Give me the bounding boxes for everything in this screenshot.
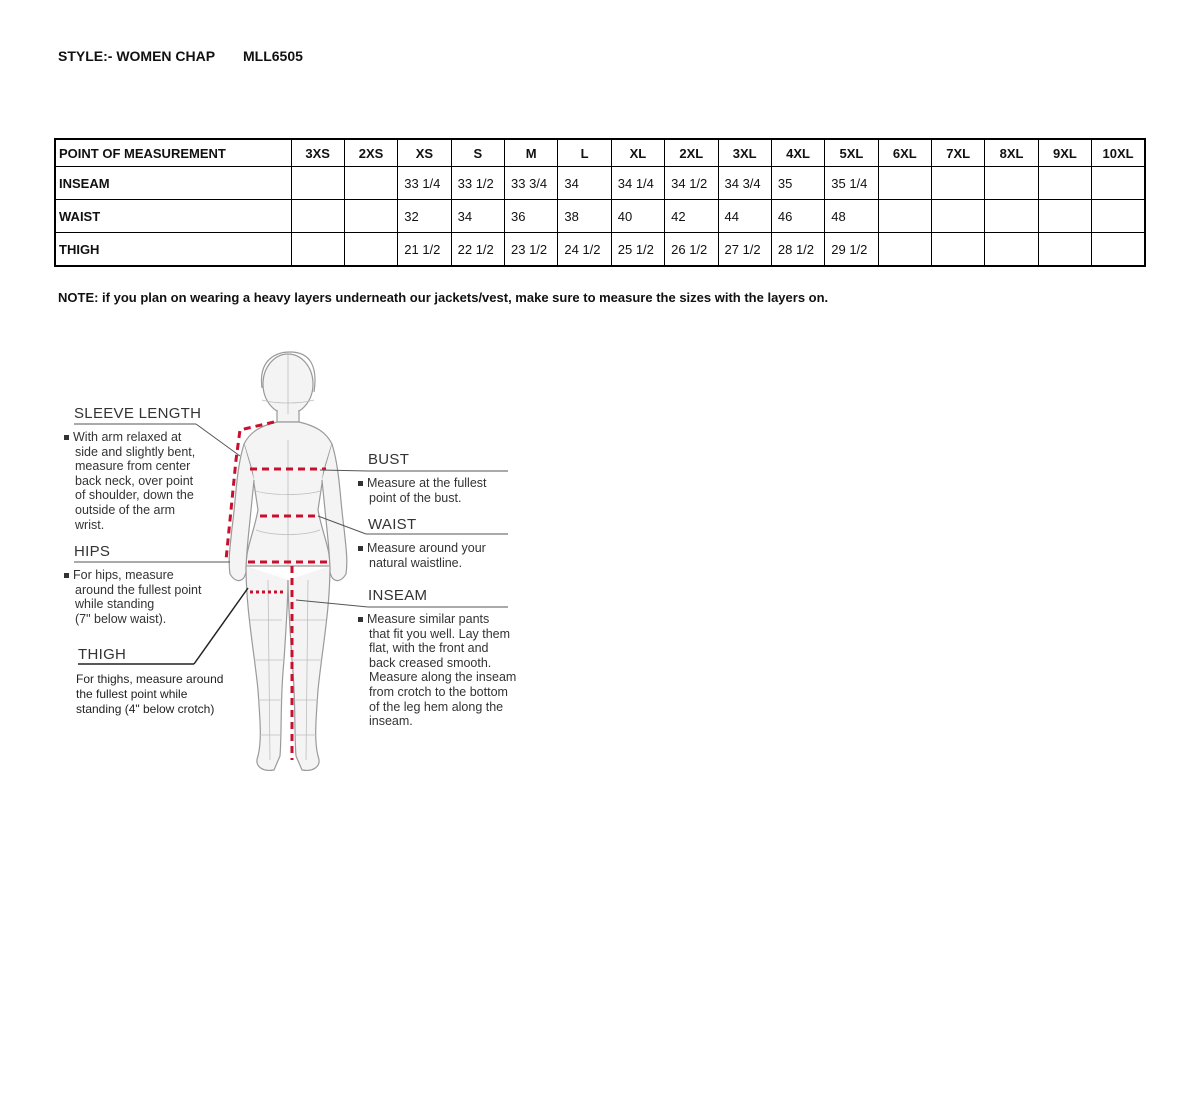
- column-header-size: 2XL: [665, 139, 718, 167]
- description-text: of the leg hem along the: [369, 699, 504, 714]
- measurement-lines: [226, 422, 330, 760]
- description-text: inseam.: [369, 714, 413, 729]
- description-line: [358, 670, 516, 685]
- torso-shape: [244, 422, 332, 566]
- table-cell: [291, 200, 344, 233]
- description-text: Measure at the fullest: [367, 476, 487, 490]
- column-header-size: 7XL: [932, 139, 985, 167]
- column-header-size: XS: [398, 139, 451, 167]
- left-arm-shape: [229, 444, 254, 581]
- description-line: [76, 687, 223, 702]
- description-text: Measure similar pants: [367, 612, 490, 626]
- description-text: measure from center: [75, 459, 191, 474]
- description-line: [76, 702, 223, 717]
- table-cell: 42: [665, 200, 718, 233]
- description-text: Measure along the inseam: [369, 670, 517, 685]
- description-line: [64, 518, 195, 533]
- table-cell: [878, 167, 931, 200]
- description-line: [358, 685, 516, 700]
- bullet-icon: [358, 481, 363, 486]
- table-cell: 34 1/4: [611, 167, 664, 200]
- table-cell: [344, 233, 397, 267]
- description-text: back creased smooth.: [369, 655, 492, 670]
- table-cell: 26 1/2: [665, 233, 718, 267]
- table-cell: 36: [505, 200, 558, 233]
- bullet-icon: [64, 435, 69, 440]
- thigh-heading: THIGH: [78, 646, 127, 663]
- table-header-row: [55, 139, 1145, 167]
- bust-heading: BUST: [368, 451, 410, 468]
- description-line: [358, 700, 516, 715]
- description-line: [358, 476, 487, 491]
- table-cell: [1038, 167, 1091, 200]
- table-cell: 34: [558, 167, 611, 200]
- description-line: [64, 612, 201, 627]
- bullet-icon: [358, 546, 363, 551]
- description-text: outside of the arm: [75, 502, 176, 517]
- description-text: (7" below waist).: [75, 611, 167, 626]
- table-cell: 33 1/2: [451, 167, 504, 200]
- table-cell: 21 1/2: [398, 233, 451, 267]
- column-header-size: 9XL: [1038, 139, 1091, 167]
- table-row: [55, 200, 1145, 233]
- table-cell: [1038, 200, 1091, 233]
- column-header-size: L: [558, 139, 611, 167]
- column-header-size: 8XL: [985, 139, 1038, 167]
- female-body-outline: [229, 352, 347, 770]
- hips-heading: HIPS: [74, 543, 111, 560]
- description-text: natural waistline.: [369, 555, 463, 570]
- table-cell: 35: [771, 167, 824, 200]
- description-line: [64, 568, 201, 583]
- style-heading: [58, 48, 303, 64]
- description-text: back neck, over point: [75, 473, 194, 488]
- table-cell: 38: [558, 200, 611, 233]
- column-header-size: M: [505, 139, 558, 167]
- description-line: [358, 641, 516, 656]
- table-cell: 24 1/2: [558, 233, 611, 267]
- table-cell: [932, 167, 985, 200]
- table-cell: [985, 167, 1038, 200]
- hips-description: [64, 568, 201, 626]
- waist-description: [358, 541, 486, 570]
- table-cell: [291, 167, 344, 200]
- sleeve-length-heading: SLEEVE LENGTH: [74, 405, 202, 422]
- table-cell: 34 1/2: [665, 167, 718, 200]
- right-arm-shape: [322, 444, 347, 581]
- description-text: For thighs, measure around: [76, 672, 224, 686]
- table-cell: 28 1/2: [771, 233, 824, 267]
- table-cell: [878, 233, 931, 267]
- column-header-size: 3XS: [291, 139, 344, 167]
- column-header-point-of-measurement: POINT OF MEASUREMENT: [55, 139, 291, 167]
- head-shape: [263, 354, 313, 414]
- description-text: while standing: [75, 597, 155, 612]
- sleeve-length-description: [64, 430, 195, 532]
- column-header-size: 10XL: [1092, 139, 1145, 167]
- layering-note: NOTE: if you plan on wearing a heavy layers underneath our jackets/vest, make sure to measure the sizes with the layers on.: [58, 290, 829, 305]
- description-text: of shoulder, down the: [75, 488, 194, 503]
- bullet-icon: [358, 617, 363, 622]
- description-text: point of the bust.: [369, 490, 462, 505]
- table-cell: 33 1/4: [398, 167, 451, 200]
- row-label: INSEAM: [55, 167, 291, 200]
- description-line: [64, 488, 195, 503]
- table-cell: [932, 233, 985, 267]
- description-text: side and slightly bent,: [75, 444, 196, 459]
- table-row: [55, 167, 1145, 200]
- table-cell: [1092, 200, 1145, 233]
- table-cell: [878, 200, 931, 233]
- table-cell: [985, 200, 1038, 233]
- size-chart-table: [54, 138, 1146, 267]
- table-cell: 33 3/4: [505, 167, 558, 200]
- description-text: Measure around your: [367, 541, 486, 555]
- column-header-size: 4XL: [771, 139, 824, 167]
- column-header-size: 3XL: [718, 139, 771, 167]
- waist-heading: WAIST: [368, 516, 417, 533]
- description-text: around the fullest point: [75, 582, 202, 597]
- table-cell: 46: [771, 200, 824, 233]
- description-text: wrist.: [75, 517, 105, 532]
- table-cell: 29 1/2: [825, 233, 878, 267]
- table-cell: 40: [611, 200, 664, 233]
- description-text: that fit you well. Lay them: [369, 626, 511, 641]
- description-text: For hips, measure: [73, 568, 174, 582]
- table-cell: [344, 167, 397, 200]
- description-line: [358, 612, 516, 627]
- description-line: [64, 430, 195, 445]
- bullet-icon: [64, 573, 69, 578]
- inseam-heading: INSEAM: [368, 587, 428, 604]
- style-code: MLL6505: [243, 48, 303, 64]
- right-leg-shape: [288, 566, 330, 770]
- table-cell: [932, 200, 985, 233]
- description-text: flat, with the front and: [369, 641, 489, 656]
- description-line: [358, 714, 516, 729]
- neck-shape: [277, 410, 299, 422]
- table-row: [55, 233, 1145, 267]
- description-line: [358, 656, 516, 671]
- table-cell: 23 1/2: [505, 233, 558, 267]
- description-line: [64, 583, 201, 598]
- description-line: [358, 627, 516, 642]
- description-line: [64, 459, 195, 474]
- description-text: from crotch to the bottom: [369, 684, 508, 699]
- description-line: [76, 672, 223, 687]
- description-line: [64, 597, 201, 612]
- table-cell: [1092, 233, 1145, 267]
- description-line: [358, 541, 486, 556]
- bust-description: [358, 476, 487, 505]
- description-line: [64, 445, 195, 460]
- left-leg-shape: [246, 566, 288, 770]
- style-label: STYLE:- WOMEN CHAP: [58, 48, 216, 64]
- description-text: With arm relaxed at: [73, 430, 182, 444]
- table-cell: [291, 233, 344, 267]
- table-cell: 25 1/2: [611, 233, 664, 267]
- table-cell: [1038, 233, 1091, 267]
- body-grid-lines: [250, 354, 326, 760]
- description-text: standing (4" below crotch): [76, 702, 215, 716]
- table-cell: [985, 233, 1038, 267]
- sleeve-length-line: [226, 422, 274, 560]
- description-text: the fullest point while: [76, 687, 188, 701]
- description-line: [358, 556, 486, 571]
- thigh-description: [76, 672, 223, 717]
- column-header-size: 5XL: [825, 139, 878, 167]
- column-header-size: 2XS: [344, 139, 397, 167]
- table-cell: 32: [398, 200, 451, 233]
- table-cell: 22 1/2: [451, 233, 504, 267]
- table-cell: 34: [451, 200, 504, 233]
- table-cell: 48: [825, 200, 878, 233]
- inseam-description: [358, 612, 516, 729]
- column-header-size: XL: [611, 139, 664, 167]
- table-cell: [344, 200, 397, 233]
- description-line: [64, 474, 195, 489]
- row-label: WAIST: [55, 200, 291, 233]
- table-cell: 27 1/2: [718, 233, 771, 267]
- description-line: [64, 503, 195, 518]
- table-cell: 44: [718, 200, 771, 233]
- table-cell: 35 1/4: [825, 167, 878, 200]
- row-label: THIGH: [55, 233, 291, 267]
- table-cell: 34 3/4: [718, 167, 771, 200]
- hair-shape: [261, 352, 315, 392]
- table-cell: [1092, 167, 1145, 200]
- column-header-size: 6XL: [878, 139, 931, 167]
- column-header-size: S: [451, 139, 504, 167]
- description-line: [358, 491, 487, 506]
